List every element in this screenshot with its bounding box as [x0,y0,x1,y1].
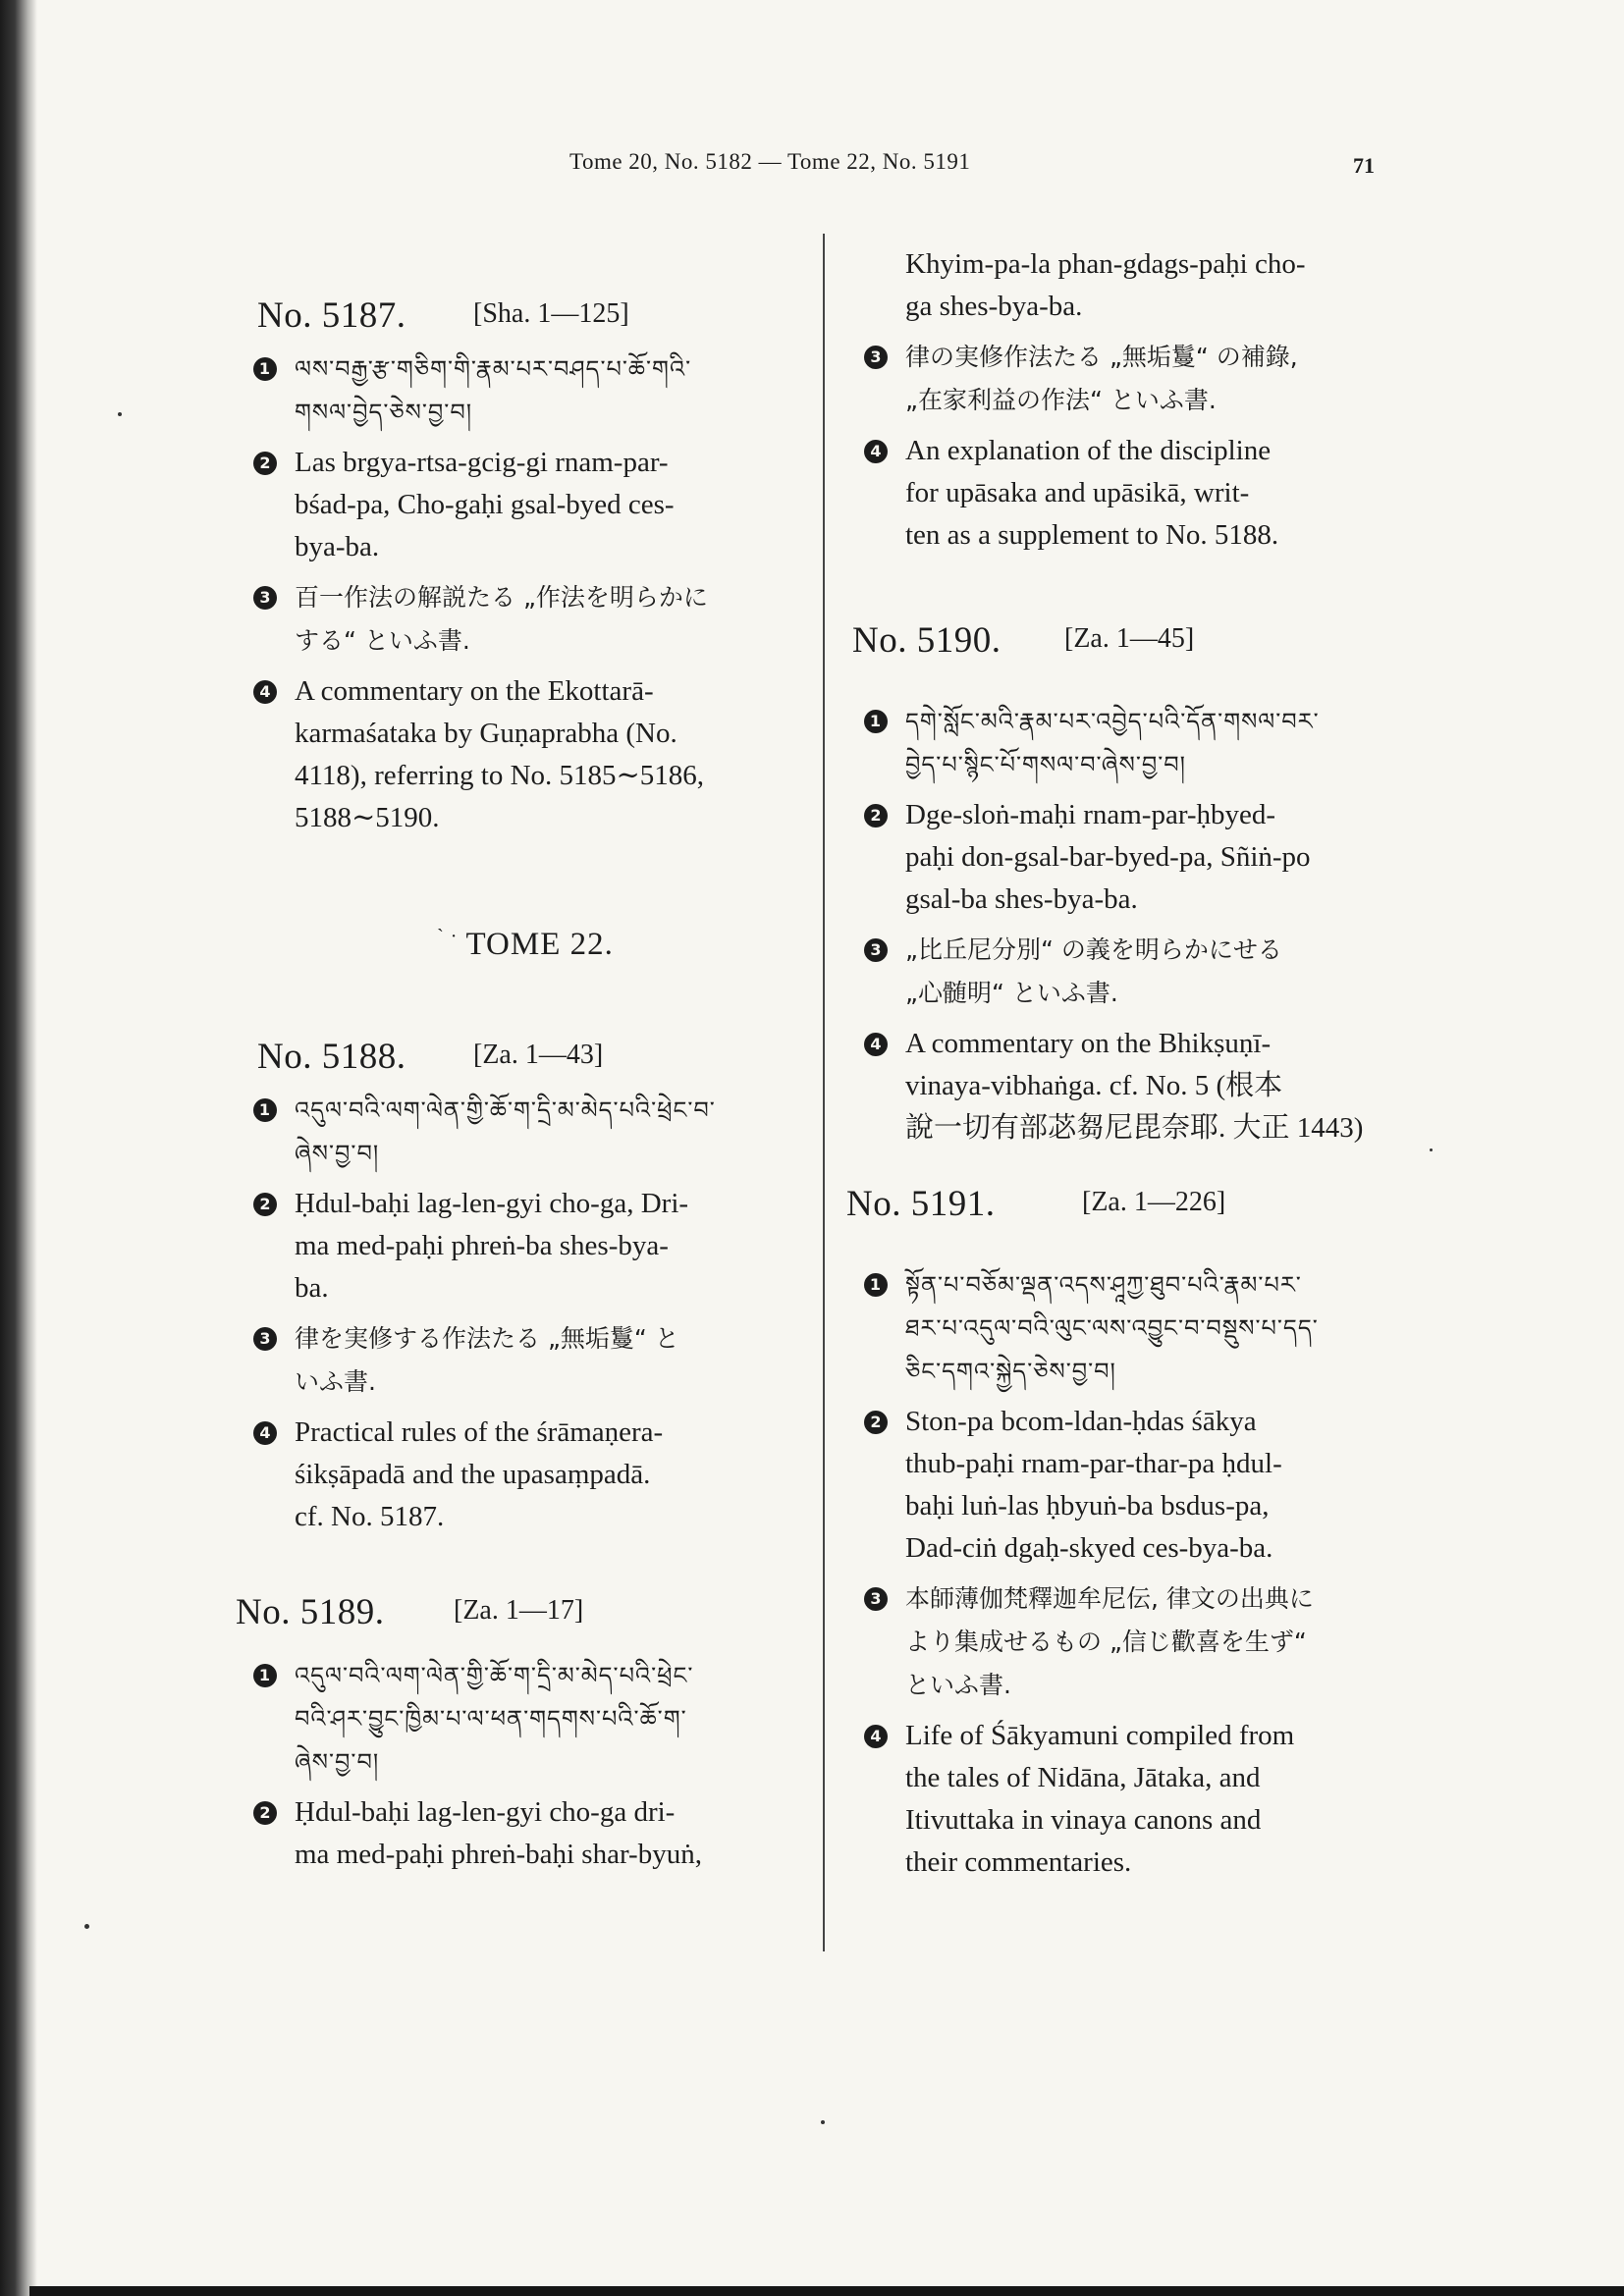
entry-number: No. 5188. [257,1037,406,1077]
japanese-title: 3 律を実修する作法たる „無垢鬘“ と いふ書. [236,1317,815,1404]
entry-5190-heading [846,606,1426,665]
romanized-title: 2 Ḥdul-baḥi lag-len-gyi cho-ga, Dri- ma med-paḥi phreṅ-ba shes-bya- ba. [236,1183,815,1309]
marker-2-icon: 2 [253,1193,277,1216]
column-divider [823,234,825,1951]
entry-5188-heading [236,1022,815,1081]
tibetan-title: 1 འདུལ་བའི་ལག་ལེན་གྱི་ཆོ་ག་དྲི་མ་མེད་པའི་ཕྲེང་བ་ ཞེས་བྱ་བ། [236,1089,815,1175]
marker-4-icon: 4 [864,1725,888,1748]
romanized-title: 2 Dge-sloṅ-maḥi rnam-par-ḥbyed- paḥi don-gsal-bar-byed-pa, Sñiṅ-po gsal-ba shes-bya-ba. [846,794,1426,921]
marker-3-icon: 3 [253,1327,277,1351]
scan-speck [118,412,122,416]
tibetan-title: 1 སྟོན་པ་བཅོམ་ལྡན་འདས་ཤཱཀྱ་ཐུབ་པའི་རྣམ་པར་ ཐར་པ་འདུལ་བའི་ལུང་ལས་འབྱུང་བ་བསྡུས་པ་དད་ ཅིང་དགའ་སྐྱེད་ཅེས་བྱ་བ། [846,1263,1426,1393]
entry-number: No. 5187. [257,295,406,336]
romanized-title-continued: Khyim-pa-la phan-gdags-paḥi cho- ga shes-bya-ba. [905,248,1306,322]
marker-4-icon: 4 [253,1421,277,1445]
marker-3-icon: 3 [864,346,888,369]
marker-3-icon: 3 [864,1587,888,1611]
marker-1-icon: 1 [864,710,888,733]
marker-2-icon: 2 [864,1411,888,1434]
english-description: 4 Life of Śākyamuni compiled from the tales of Nidāna, Jātaka, and Itivuttaka in vinaya canons and their commentaries. [846,1715,1426,1884]
entry-reference: [Za. 1—17] [454,1595,584,1626]
marker-4-icon: 4 [864,1033,888,1056]
entry-number: No. 5189. [236,1592,385,1632]
scan-speck [1430,1148,1433,1151]
romanized-title: 2 Ston-pa bcom-ldan-ḥdas śākya thub-paḥi rnam-par-thar-pa ḥdul- baḥi luṅ-las ḥbyuṅ-ba bsdus-pa, Dad-ciṅ dgaḥ-skyed ces-bya-ba. [846,1401,1426,1570]
marker-3-icon: 3 [864,938,888,962]
english-description: 4 A commentary on the Ekottarā- karmaśataka by Guṇaprabha (No. 4118), referring to No. 5185∼5186, 5188∼5190. [236,670,815,839]
marker-3-icon: 3 [253,586,277,610]
scan-speck [84,1924,89,1929]
entry-reference: [Za. 1—226] [1082,1187,1226,1217]
japanese-title: 3 百一作法の解説たる „作法を明らかに する“ といふ書. [236,576,815,663]
marker-2-icon: 2 [253,1801,277,1825]
left-column [236,263,815,1884]
english-description: 4 A commentary on the Bhikṣuṇī- vinaya-vibhaṅga. cf. No. 5 (根本 說一切有部苾芻尼毘奈耶. 大正 1443) [846,1023,1426,1149]
tome-heading: ` · TOME 22. [437,926,614,962]
marker-4-icon: 4 [864,440,888,463]
marker-4-icon: 4 [253,680,277,704]
scan-speck [821,2120,825,2124]
scan-edge-bottom [29,2286,1624,2296]
marker-2-icon: 2 [864,804,888,828]
marker-2-icon: 2 [253,452,277,475]
marker-1-icon: 1 [253,357,277,381]
tibetan-title: 1 དགེ་སློང་མའི་རྣམ་པར་འབྱེད་པའི་དོན་གསལ་བར་ བྱེད་པ་སྙིང་པོ་གསལ་བ་ཞེས་བྱ་བ། [846,700,1426,786]
english-description: 4 Practical rules of the śrāmaṇera- śikṣāpadā and the upasaṃpadā. cf. No. 5187. [236,1412,815,1538]
entry-reference: [Za. 1—45] [1064,623,1195,654]
marker-1-icon: 1 [864,1273,888,1297]
english-description: 4 An explanation of the discipline for upāsaka and upāsikā, writ- ten as a supplement to No. 5188. [846,430,1426,557]
entry-reference: [Sha. 1—125] [473,298,629,329]
stray-mark-icon: ` · [437,926,459,947]
entry-5189-heading [236,1577,815,1636]
entry-number: No. 5191. [846,1184,996,1224]
entry-number: No. 5190. [852,620,1001,661]
japanese-title: 3 „比丘尼分別“ の義を明らかにせる „心髄明“ といふ書. [846,929,1426,1015]
right-column [846,243,1426,1892]
marker-1-icon: 1 [253,1098,277,1122]
scan-edge-left [0,0,37,2296]
marker-1-icon: 1 [253,1664,277,1687]
entry-5187-heading [236,281,815,340]
japanese-title: 3 本師薄伽梵釋迦牟尼伝, 律文の出典に より集成せるもの „信じ歡喜を生ず“ といふ書. [846,1577,1426,1707]
entry-reference: [Za. 1—43] [473,1040,604,1070]
romanized-title: 2 Las brgya-rtsa-gcig-gi rnam-par- bśad-pa, Cho-gaḥi gsal-byed ces- bya-ba. [236,442,815,568]
romanized-title: 2 Ḥdul-baḥi lag-len-gyi cho-ga dri- ma med-paḥi phreṅ-baḥi shar-byuṅ, [236,1791,815,1876]
tibetan-title: 1 འདུལ་བའི་ལག་ལེན་གྱི་ཆོ་ག་དྲི་མ་མེད་པའི་ཕྲེང་ བའི་ཤར་བྱུང་ཁྱིམ་པ་ལ་ཕན་གདགས་པའི་ཆོ་ག་ ཞེས་བྱ་བ། [236,1654,815,1784]
japanese-title: 3 律の実修作法たる „無垢鬘“ の補錄, „在家利益の作法“ といふ書. [846,336,1426,422]
page-number: 71 [1353,153,1375,178]
running-title: Tome 20, No. 5182 — Tome 22, No. 5191 [569,149,971,174]
entry-5191-heading [846,1169,1426,1228]
tibetan-title: 1 ལས་བརྒྱ་རྩ་གཅིག་གི་རྣམ་པར་བཤད་པ་ཆོ་གའི་ གསལ་བྱེད་ཅེས་བྱ་བ། [236,347,815,434]
